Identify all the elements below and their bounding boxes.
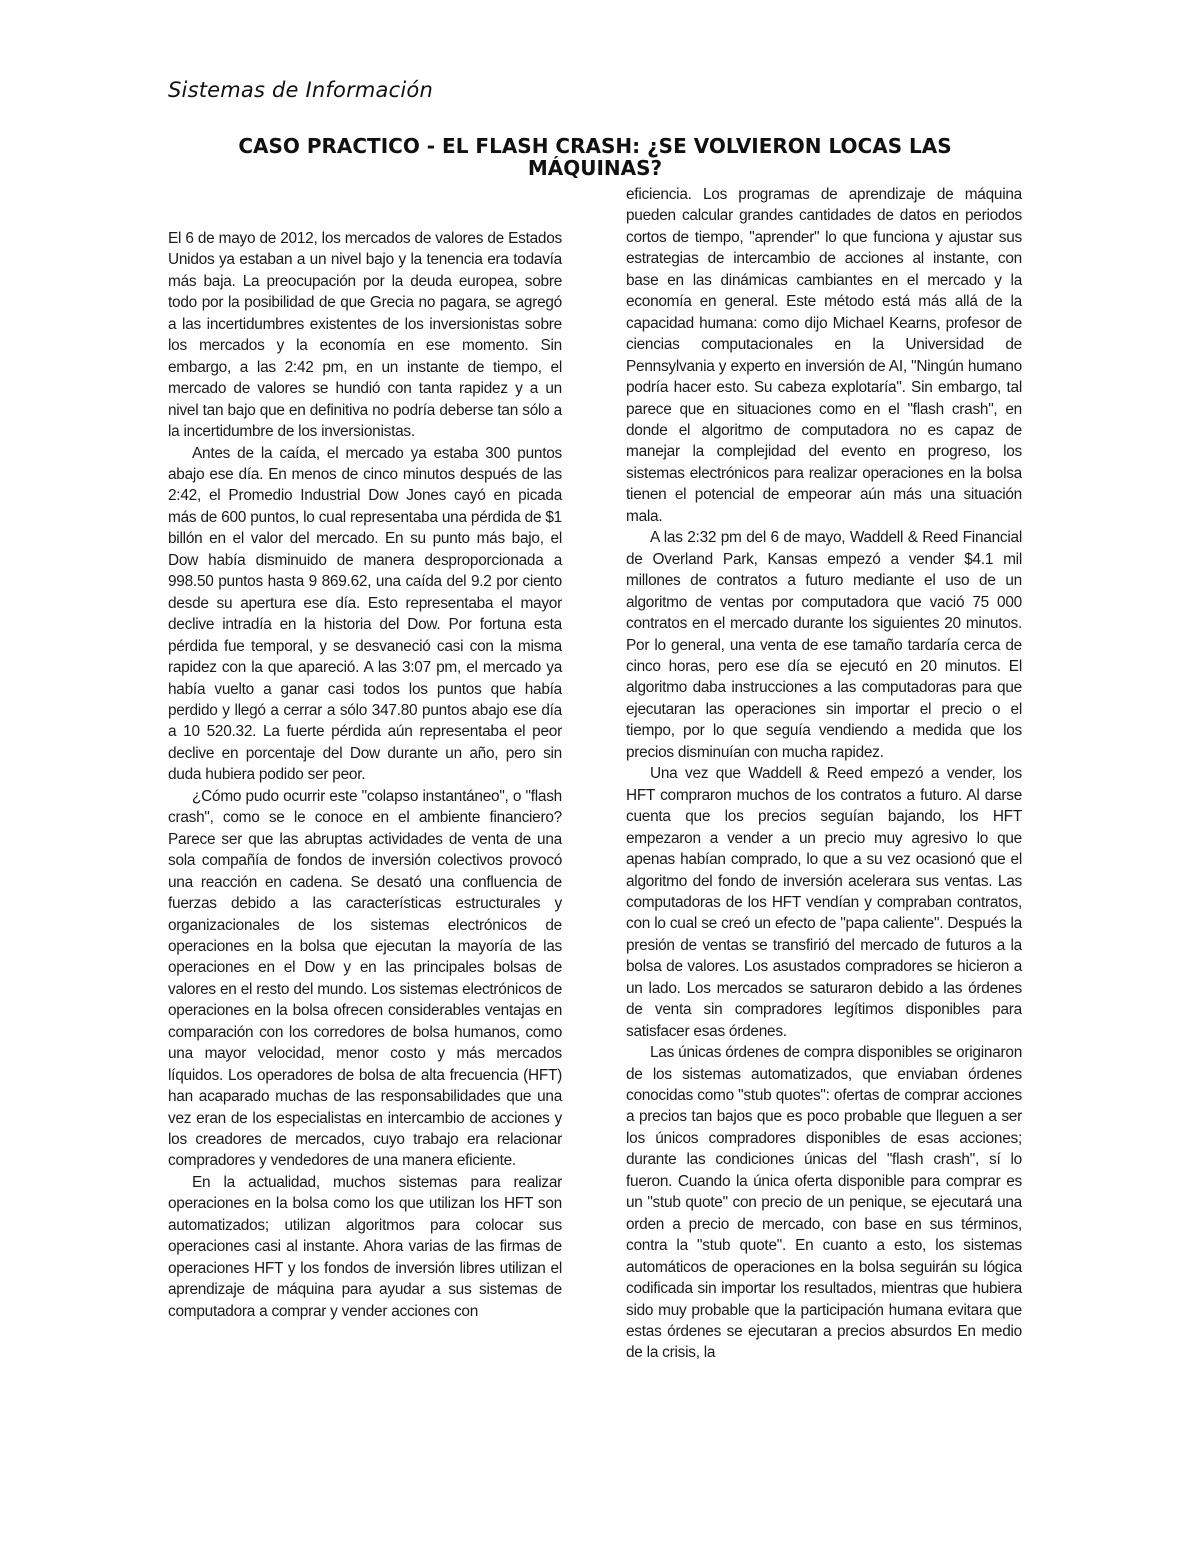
right-column [626, 184, 1022, 1364]
left-column [168, 228, 562, 1322]
paragraph: Antes de la caída, el mercado ya estaba 300 puntos abajo ese día. En menos de cinco minutos después de las 2:42, el Promedio Industrial Dow Jones cayó en picada más de 600 puntos, lo cual representaba una pérdida de $1 billón en el valor del mercado. En su punto más bajo, el Dow había disminuido de manera desproporcionada a 998.50 puntos hasta 9 869.62, una caída del 9.2 por ciento desde su apertura ese día. Esto representaba el mayor declive intradía en la historia del Dow. Por fortuna esta pérdida fue temporal, y se desvaneció casi con la misma rapidez con la que apareció. A las 3:07 pm, el mercado ya había vuelto a ganar casi todos los puntos que había perdido y llegó a cerrar a sólo 347.80 puntos abajo ese día a 10 520.32. La fuerte pérdida aún representaba el peor declive en porcentaje del Dow durante un año, pero sin duda hubiera podido ser peor. [168, 444, 562, 784]
paragraph: El 6 de mayo de 2012, los mercados de valores de Estados Unidos ya estaban a un nivel bajo y la tenencia era todavía más baja. La preocupación por la deuda europea, sobre todo por la posibilidad de que Grecia no pagara, se agregó a las incertidumbres existentes de los inversionistas sobre los mercados y la economía en ese momento. Sin embargo, a las 2:42 pm, en un instante de tiempo, el mercado de valores se hundió con tanta rapidez y a un nivel tan bajo que en definitiva no podría deberse tan sólo a la incertidumbre de los inversionistas. [168, 230, 562, 441]
paragraph: Una vez que Waddell & Reed empezó a vender, los HFT compraron muchos de los contratos a futuro. Al darse cuenta que los precios seguían bajando, los HFT empezaron a vender a un precio muy agresivo lo que apenas habían comprado, lo que a su vez ocasionó que el algoritmo del fondo de inversión acelerara sus ventas. Las computadoras de los HFT vendían y compraban contratos, con lo cual se creó un efecto de "papa caliente". Después la presión de ventas se transfirió del mercado de futuros a la bolsa de valores. Los asustados compradores se hicieron a un lado. Los mercados se saturaron debido a las órdenes de venta sin compradores legítimos disponibles para satisfacer esas órdenes. [626, 765, 1022, 1040]
paragraph: ¿Cómo pudo ocurrir este "colapso instantáneo", o "flash crash", como se le conoce en el ambiente financiero? Parece ser que las abruptas actividades de venta de una sola compañía de fondos de inversión colectivos provocó una reacción en cadena. Se desató una confluencia de fuerzas debido a las características estructurales y organizacionales de los sistemas electrónicos de operaciones en la bolsa que ejecutan la mayoría de las operaciones en el Dow y en las principales bolsas de valores en el resto del mundo. Los sistemas electrónicos de operaciones en la bolsa ofrecen considerables ventajas en comparación con los corredores de bolsa humanos, como una mayor velocidad, menor costo y más mercados líquidos. Los operadores de bolsa de alta frecuencia (HFT) han acaparado muchas de las responsabilidades que una vez eran de los especialistas en intercambio de acciones y los creadores de mercados, cuyo trabajo era relacionar compradores y vendedores de una manera eficiente. [168, 787, 562, 1170]
paragraph: Las únicas órdenes de compra disponibles se originaron de los sistemas automatizados, que enviaban órdenes conocidas como "stub quotes": ofertas de comprar acciones a precios tan bajos que es poco probable que lleguen a ser los únicos compradores disponibles de esas acciones; durante las condiciones únicas del "flash crash", sí lo fueron. Cuando la única oferta disponible para comprar es un "stub quote" con precio de un penique, se ejecutará una orden a precio de mercado, con base en sus términos, contra la "stub quote". En cuanto a esto, los sistemas automáticos de operaciones en la bolsa seguirán su lógica codificada sin importar los resultados, mientras que hubiera sido muy probable que la participación humana evitara que estas órdenes se ejecutaran a precios absurdos En medio de la crisis, la [626, 1044, 1022, 1362]
article-title: CASO PRACTICO - EL FLASH CRASH: ¿SE VOLVIERON LOCAS LAS MÁQUINAS? [238, 134, 952, 180]
paragraph: eficiencia. Los programas de aprendizaje de máquina pueden calcular grandes cantidades de datos en periodos cortos de tiempo, "aprender" lo que funciona y ajustar sus estrategias de intercambio de acciones al instante, con base en las dinámicas cambiantes en el mercado y la economía en general. Este método está más allá de la capacidad humana: como dijo Michael Kearns, profesor de ciencias computacionales en la Universidad de Pennsylvania y experto en inversión de AI, "Ningún humano podría hacer esto. Su cabeza explotaría". Sin embargo, tal parece que en situaciones como en el "flash crash", en donde el algoritmo de computadora no es capaz de manejar la complejidad del evento en progreso, los sistemas electrónicos para realizar operaciones en la bolsa tienen el potencial de empeorar aún más una situación mala. [626, 186, 1022, 525]
paragraph: A las 2:32 pm del 6 de mayo, Waddell & Reed Financial de Overland Park, Kansas empezó a vender $4.1 mil millones de contratos a futuro mediante el uso de un algoritmo de ventas por computadora que vació 75 000 contratos en el mercado durante los siguientes 20 minutos. Por lo general, una venta de ese tamaño tardaría cerca de cinco horas, pero ese día se ejecutó en 20 minutos. El algoritmo daba instrucciones a las computadoras para que ejecutaran las operaciones sin importar el precio o el tiempo, por lo que seguía vendiendo a medida que los precios disminuían con mucha rapidez. [626, 529, 1022, 761]
paragraph: En la actualidad, muchos sistemas para realizar operaciones en la bolsa como los que utilizan los HFT son automatizados; utilizan algoritmos para colocar sus operaciones casi al instante. Ahora varias de las firmas de operaciones HFT y los fondos de inversión libres utilizan el aprendizaje de máquina para ayudar a sus sistemas de computadora a comprar y vender acciones con [168, 1173, 562, 1320]
course-header: Sistemas de Información [168, 78, 433, 102]
